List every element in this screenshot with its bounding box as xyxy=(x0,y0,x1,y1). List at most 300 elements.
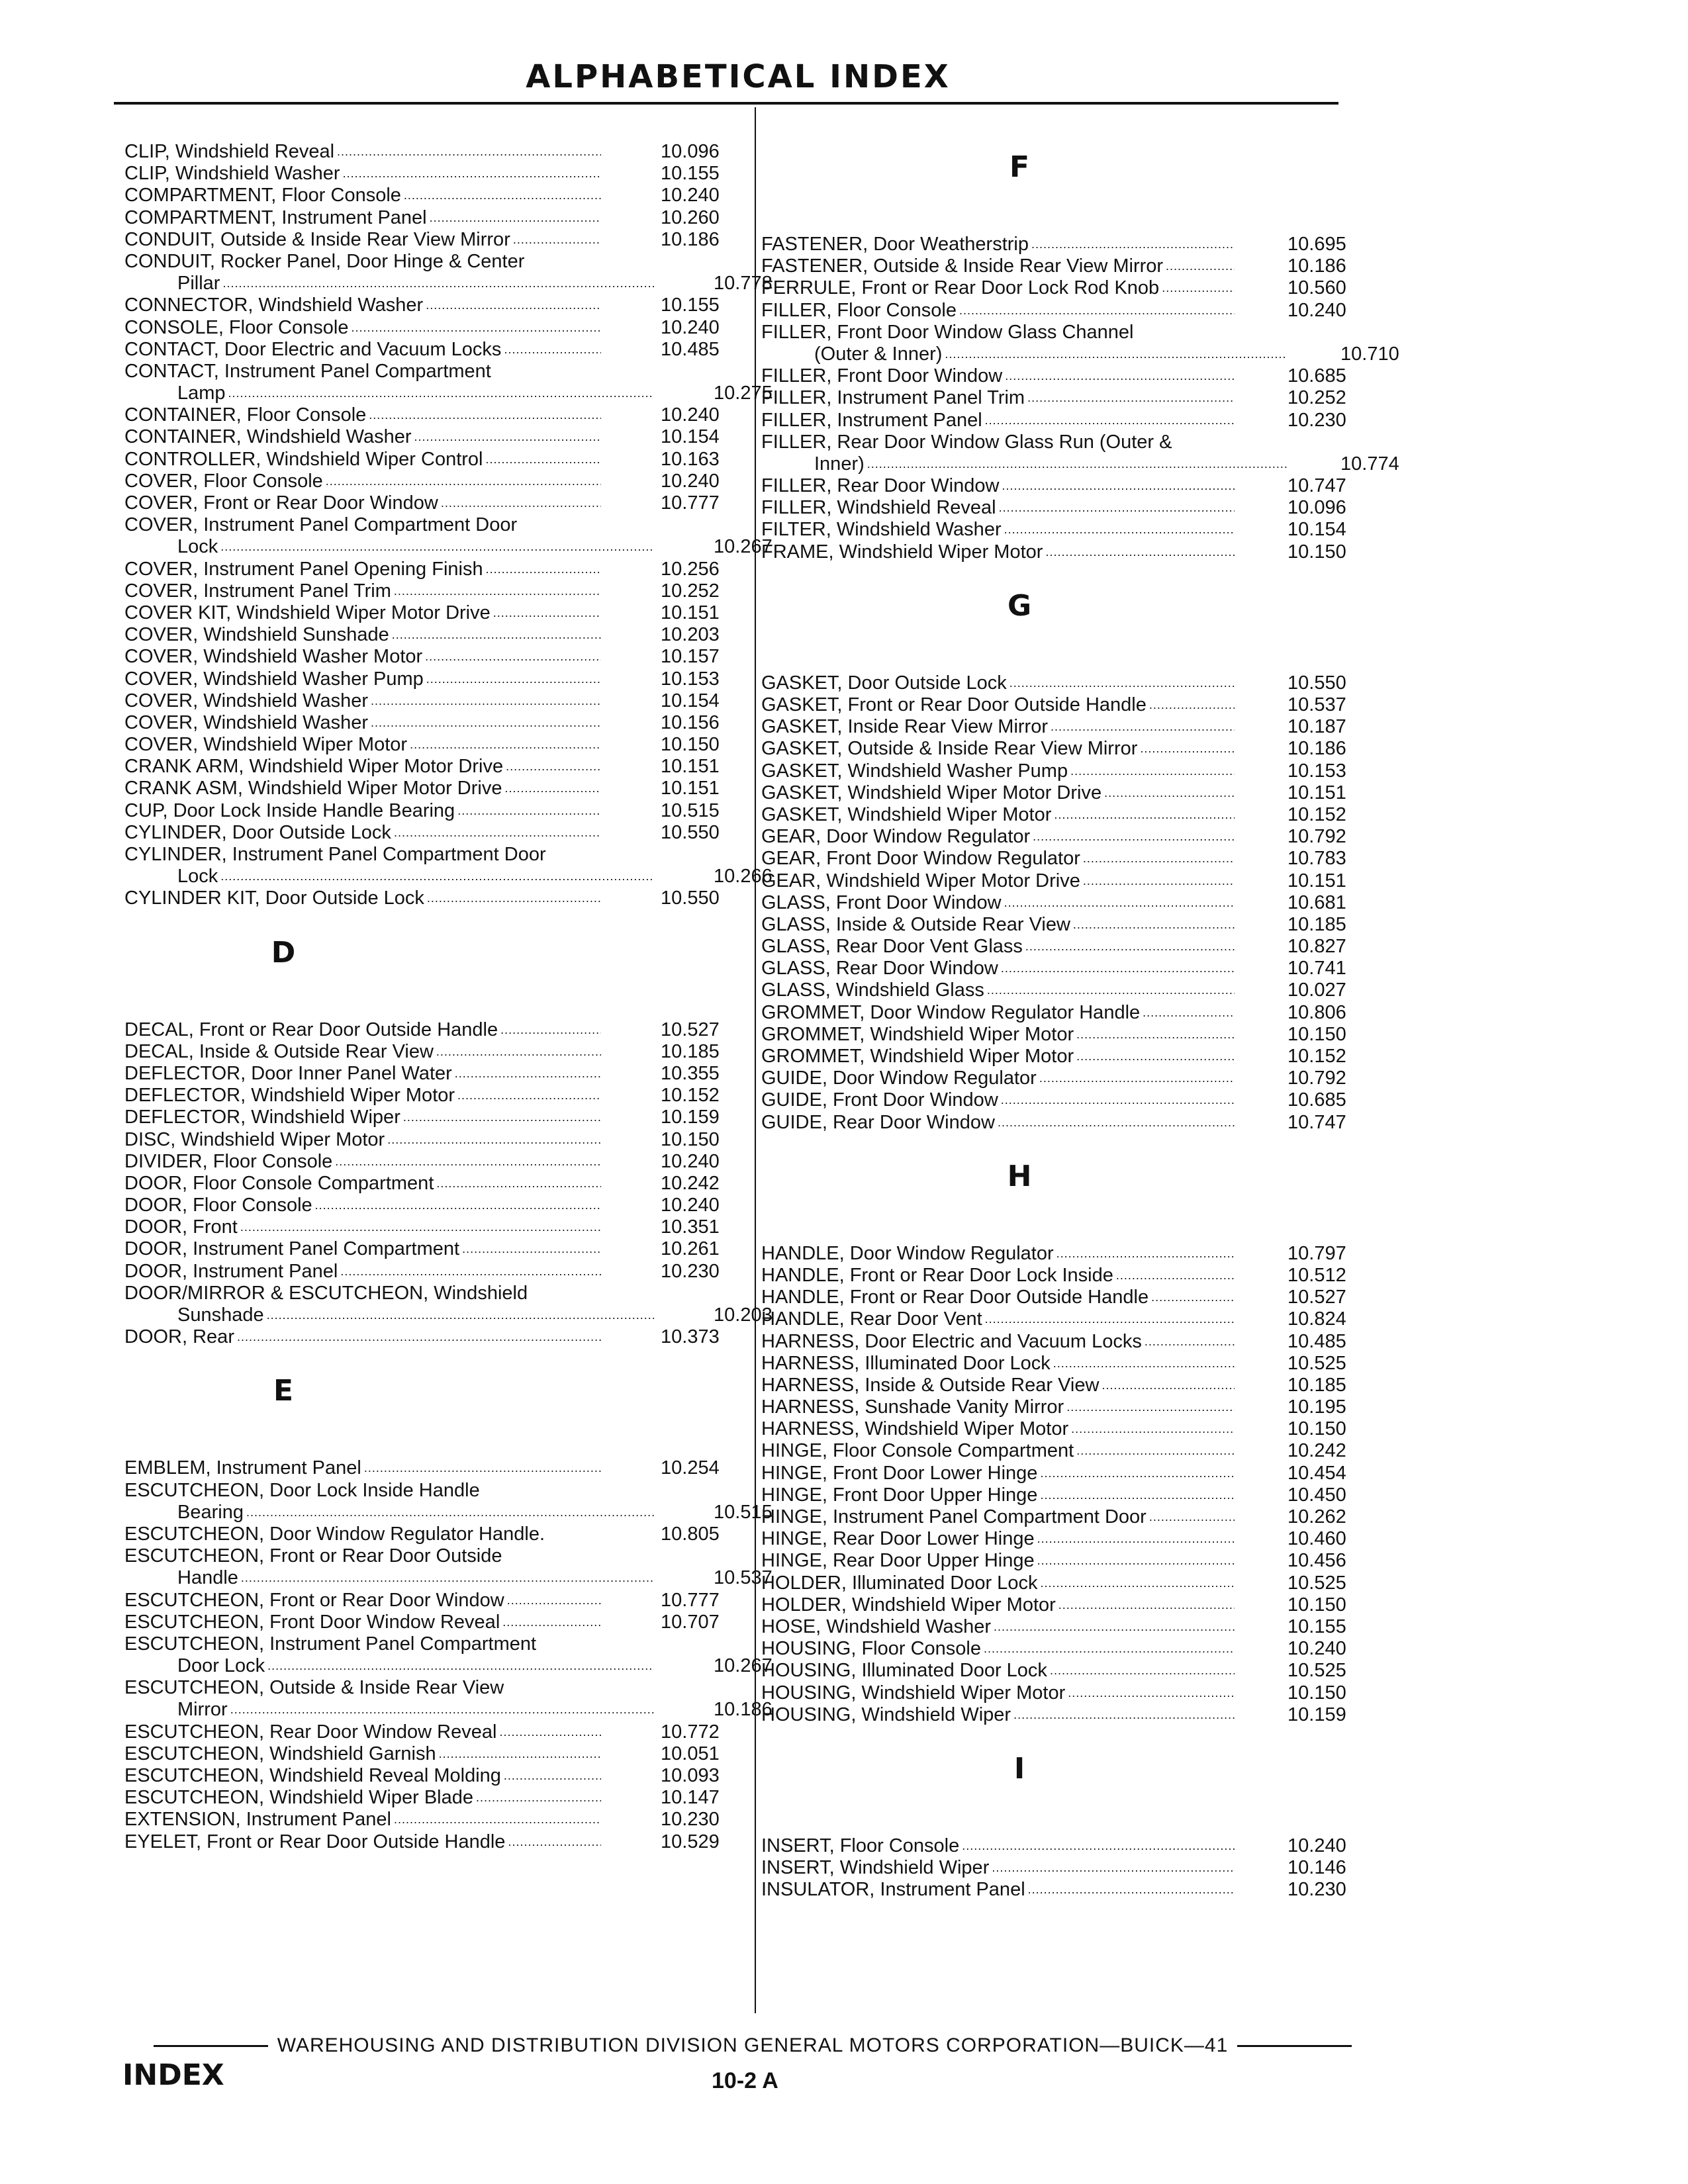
page-reference: 10.537 xyxy=(714,1567,773,1589)
dot-leader xyxy=(867,453,1288,475)
entry-label: HOUSING, Illuminated Door Lock xyxy=(761,1660,1047,1682)
entry-text xyxy=(124,1831,601,1853)
index-entry xyxy=(761,1396,1370,1418)
index-entry xyxy=(124,1765,740,1787)
entry-text xyxy=(761,1550,1235,1572)
index-entry xyxy=(124,1633,740,1655)
entry-label: EYELET, Front or Rear Door Outside Handle xyxy=(124,1831,506,1852)
index-entry xyxy=(124,273,773,295)
entry-text xyxy=(761,519,1235,541)
index-entry xyxy=(124,1677,740,1699)
entry-text xyxy=(761,892,1235,914)
page-reference: 10.242 xyxy=(1288,1440,1346,1462)
index-entry xyxy=(761,1287,1370,1308)
entry-text xyxy=(124,1261,601,1283)
entry-text xyxy=(761,672,1235,694)
entry-label: GLASS, Front Door Window xyxy=(761,891,1002,913)
index-entry xyxy=(761,1243,1370,1265)
entry-text xyxy=(761,1704,1235,1726)
page-reference: 10.152 xyxy=(661,1085,720,1107)
column-divider xyxy=(755,107,756,2013)
entry-label: DOOR, Floor Console xyxy=(124,1195,312,1216)
page-reference: 10.154 xyxy=(661,426,720,448)
index-column-left xyxy=(124,141,773,1853)
page-reference: 10.527 xyxy=(661,1019,720,1040)
page-reference: 10.096 xyxy=(1288,497,1346,519)
entry-label: ESCUTCHEON, Front or Rear Door Window xyxy=(124,1589,504,1611)
page-reference: 10.460 xyxy=(1288,1528,1346,1550)
entry-label: DEFLECTOR, Windshield Wiper Motor xyxy=(124,1085,455,1107)
entry-label: HINGE, Instrument Panel Compartment Door xyxy=(761,1506,1147,1527)
index-entry xyxy=(124,536,773,558)
entry-label: HOSE, Windshield Washer xyxy=(761,1615,992,1637)
entry-text xyxy=(761,1265,1235,1287)
dot-leader xyxy=(410,734,601,756)
page-reference: 10.267 xyxy=(714,536,773,558)
page-reference: 10.525 xyxy=(1288,1572,1346,1594)
entry-text xyxy=(124,624,601,646)
footer-section: INDEX xyxy=(122,2058,224,2092)
index-entry xyxy=(761,432,1370,453)
entry-label: HOUSING, Floor Console xyxy=(761,1638,981,1660)
entry-text xyxy=(761,1879,1235,1901)
section-letter: E xyxy=(273,1374,294,1408)
entry-text xyxy=(761,826,1235,848)
entry-label: Sunshade xyxy=(177,1304,264,1326)
entry-label: INSERT, Windshield Wiper xyxy=(761,1857,990,1879)
index-entry xyxy=(124,1085,740,1107)
index-entry xyxy=(761,979,1370,1001)
entry-text xyxy=(124,1787,601,1809)
dot-leader xyxy=(220,536,654,558)
dot-leader xyxy=(404,185,601,206)
index-entry xyxy=(124,295,740,316)
dot-leader xyxy=(369,404,601,426)
page-reference: 10.373 xyxy=(661,1326,720,1348)
index-entry xyxy=(761,1506,1370,1528)
dot-leader xyxy=(1149,694,1235,716)
entry-label: FILLER, Windshield Reveal xyxy=(761,497,996,519)
entry-label: GROMMET, Windshield Wiper Motor xyxy=(761,1046,1074,1067)
dot-leader xyxy=(502,1612,601,1633)
dot-leader xyxy=(1071,1418,1235,1440)
page-reference: 10.240 xyxy=(661,1195,720,1216)
entry-text xyxy=(761,1331,1235,1353)
index-column-right xyxy=(761,124,1399,1901)
entry-text xyxy=(761,1594,1235,1616)
page-reference: 10.529 xyxy=(661,1831,720,1852)
entry-label: CONTACT, Door Electric and Vacuum Locks xyxy=(124,338,502,360)
footer-division: WAREHOUSING AND DISTRIBUTION DIVISION GENERAL MOTORS CORPORATION—BUICK—41 xyxy=(277,2034,1229,2056)
entry-text xyxy=(124,1567,654,1589)
section-letter: H xyxy=(1007,1159,1032,1193)
index-entry xyxy=(761,1068,1370,1089)
dot-leader xyxy=(246,1502,654,1524)
dot-leader xyxy=(1004,892,1235,914)
dot-leader xyxy=(335,1151,601,1173)
dot-leader xyxy=(1040,1463,1235,1484)
entry-label: HARNESS, Inside & Outside Rear View xyxy=(761,1374,1100,1396)
entry-text xyxy=(761,1506,1235,1528)
dot-leader xyxy=(1040,1484,1235,1506)
entry-label: Lock xyxy=(177,866,218,887)
entry-text xyxy=(761,1484,1235,1506)
entry-label: GLASS, Windshield Glass xyxy=(761,979,984,1001)
page-reference: 10.351 xyxy=(661,1216,720,1238)
dot-leader xyxy=(1005,365,1235,387)
dot-leader xyxy=(1037,1550,1235,1572)
dot-leader xyxy=(1056,1243,1235,1265)
index-entry xyxy=(761,300,1370,322)
dot-leader xyxy=(1040,1572,1235,1594)
dot-leader xyxy=(987,979,1235,1001)
page-reference: 10.774 xyxy=(1340,453,1399,475)
page-reference: 10.151 xyxy=(661,602,720,623)
index-entry xyxy=(761,1550,1370,1572)
page-reference: 10.230 xyxy=(1288,409,1346,431)
index-entry xyxy=(761,497,1370,519)
page-reference: 10.681 xyxy=(1288,891,1346,913)
entry-text xyxy=(124,646,601,668)
dot-leader xyxy=(228,383,654,404)
dot-leader xyxy=(267,1655,654,1677)
dot-leader xyxy=(457,1085,601,1107)
index-entry xyxy=(761,782,1370,804)
entry-label: HOLDER, Windshield Wiper Motor xyxy=(761,1594,1056,1615)
page-reference: 10.550 xyxy=(1288,672,1346,694)
page-reference: 10.266 xyxy=(714,866,773,887)
page-reference: 10.827 xyxy=(1288,936,1346,958)
index-entry xyxy=(124,449,740,471)
entry-text xyxy=(761,1046,1235,1068)
dot-leader xyxy=(1037,1528,1235,1550)
dot-leader xyxy=(439,1743,601,1765)
dot-leader xyxy=(1102,1375,1235,1396)
entry-label: ESCUTCHEON, Windshield Wiper Blade xyxy=(124,1787,473,1809)
index-entry xyxy=(761,1418,1370,1440)
dot-leader xyxy=(1076,1046,1235,1068)
entry-label: ESCUTCHEON, Instrument Panel Compartment xyxy=(124,1633,537,1655)
page-reference: 10.155 xyxy=(1288,1615,1346,1637)
index-entry xyxy=(761,1879,1370,1901)
page-reference: 10.203 xyxy=(714,1304,773,1326)
index-entry xyxy=(761,694,1370,716)
dot-leader xyxy=(1039,1068,1235,1089)
entry-text xyxy=(761,760,1235,782)
entry-text xyxy=(761,1463,1235,1484)
entry-text xyxy=(124,1195,601,1216)
index-entry xyxy=(761,387,1370,409)
entry-text xyxy=(124,1173,601,1195)
page-reference: 10.260 xyxy=(661,206,720,228)
page-reference: 10.195 xyxy=(1288,1396,1346,1418)
entry-text xyxy=(124,339,601,361)
entry-text xyxy=(761,782,1235,804)
entry-label: GASKET, Outside & Inside Rear View Mirror xyxy=(761,738,1138,760)
index-entry xyxy=(124,822,740,844)
page-reference: 10.806 xyxy=(1288,1001,1346,1023)
entry-text xyxy=(124,1809,601,1831)
entry-text xyxy=(761,1418,1235,1440)
entry-label: CONTACT, Instrument Panel Compartment xyxy=(124,360,491,382)
entry-text xyxy=(124,1457,601,1479)
dot-leader xyxy=(240,1216,601,1238)
entry-label: ESCUTCHEON, Front or Rear Door Outside xyxy=(124,1545,502,1567)
index-entry xyxy=(761,1089,1370,1111)
index-entry xyxy=(124,1480,740,1502)
entry-label: DECAL, Inside & Outside Rear View xyxy=(124,1040,434,1062)
dot-leader xyxy=(371,690,601,712)
entry-text xyxy=(124,1151,601,1173)
dot-leader xyxy=(241,1567,654,1589)
entry-text xyxy=(124,668,601,690)
dot-leader xyxy=(371,712,601,734)
dot-leader xyxy=(1025,936,1235,958)
index-entry xyxy=(124,712,740,734)
entry-label: FILTER, Windshield Washer xyxy=(761,519,1002,541)
page-reference: 10.156 xyxy=(661,711,720,733)
dot-leader xyxy=(1004,519,1235,541)
entry-text xyxy=(124,844,601,866)
entry-text xyxy=(124,492,601,514)
entry-label: FILLER, Front Door Window xyxy=(761,365,1003,387)
entry-text xyxy=(124,295,601,316)
entry-label: CONTROLLER, Windshield Wiper Control xyxy=(124,448,483,470)
page-reference: 10.456 xyxy=(1288,1550,1346,1572)
index-entry xyxy=(124,559,740,580)
entry-text xyxy=(124,756,601,778)
entry-label: DOOR, Rear xyxy=(124,1326,234,1348)
page-reference: 10.454 xyxy=(1288,1462,1346,1484)
dot-leader xyxy=(1051,716,1235,738)
dot-leader xyxy=(504,778,601,799)
entry-label: INSERT, Floor Console xyxy=(761,1835,960,1856)
entry-label: DOOR, Instrument Panel Compartment xyxy=(124,1238,460,1260)
index-entry xyxy=(761,1660,1370,1682)
entry-label: DOOR, Instrument Panel xyxy=(124,1260,338,1282)
entry-text xyxy=(124,1590,601,1612)
entry-text xyxy=(124,1085,601,1107)
dot-leader xyxy=(340,1261,601,1283)
index-entry xyxy=(124,1173,740,1195)
entry-label: COMPARTMENT, Floor Console xyxy=(124,185,401,206)
section-letter: F xyxy=(1009,150,1030,184)
entry-label: ESCUTCHEON, Door Window Regulator Handle. xyxy=(124,1523,545,1545)
entry-label: GLASS, Rear Door Vent Glass xyxy=(761,936,1023,958)
dot-leader xyxy=(959,300,1235,322)
index-entry xyxy=(124,1261,740,1283)
entry-text xyxy=(124,1326,601,1348)
title-rule xyxy=(114,102,1338,105)
entry-label: HOLDER, Illuminated Door Lock xyxy=(761,1572,1038,1594)
page-reference: 10.805 xyxy=(661,1523,720,1545)
dot-leader xyxy=(1083,848,1235,870)
index-entry xyxy=(761,870,1370,892)
entry-text xyxy=(761,804,1235,826)
page-reference: 10.797 xyxy=(1288,1242,1346,1264)
index-entry xyxy=(761,760,1370,782)
index-entry xyxy=(124,383,773,404)
entry-label: ESCUTCHEON, Front Door Window Reveal xyxy=(124,1611,500,1633)
entry-label: HANDLE, Door Window Regulator xyxy=(761,1242,1054,1264)
entry-text xyxy=(761,870,1235,892)
page-reference: 10.153 xyxy=(1288,760,1346,782)
entry-label: HOUSING, Windshield Wiper Motor xyxy=(761,1682,1066,1704)
dot-leader xyxy=(1068,1682,1235,1704)
page-reference: 10.240 xyxy=(661,185,720,206)
page-reference: 10.261 xyxy=(661,1238,720,1260)
page-reference: 10.186 xyxy=(661,228,720,250)
dot-leader xyxy=(351,317,601,339)
index-entry xyxy=(124,361,740,383)
entry-text xyxy=(124,559,601,580)
dot-leader xyxy=(476,1787,601,1809)
entry-label: DOOR, Front xyxy=(124,1216,238,1238)
entry-text xyxy=(124,887,601,909)
dot-leader xyxy=(267,1304,654,1326)
page-reference: 10.537 xyxy=(1288,694,1346,715)
dot-leader xyxy=(1027,387,1235,409)
page-reference: 10.152 xyxy=(1288,1046,1346,1067)
entry-label: COVER, Windshield Washer xyxy=(124,690,368,711)
page-reference: 10.146 xyxy=(1288,1857,1346,1879)
dot-leader xyxy=(1166,255,1235,277)
entry-text xyxy=(761,1835,1235,1857)
dot-leader xyxy=(425,646,601,668)
entry-text xyxy=(761,541,1235,563)
entry-text xyxy=(124,778,601,799)
dot-leader xyxy=(499,1721,601,1743)
entry-text xyxy=(761,979,1235,1001)
entry-text xyxy=(124,1063,601,1085)
entry-text xyxy=(761,1528,1235,1550)
page-reference: 10.252 xyxy=(1288,387,1346,409)
dot-leader xyxy=(945,343,1288,365)
index-entry xyxy=(761,804,1370,826)
dot-leader xyxy=(387,1129,601,1151)
index-entry xyxy=(761,1463,1370,1484)
entry-text xyxy=(124,580,601,602)
entry-label: FILLER, Instrument Panel Trim xyxy=(761,387,1025,409)
dot-leader xyxy=(962,1835,1235,1857)
index-entry xyxy=(124,514,740,536)
entry-label: FILLER, Front Door Window Glass Channel xyxy=(761,321,1134,343)
entry-text xyxy=(761,497,1235,519)
index-entry xyxy=(124,1567,773,1589)
entry-text xyxy=(124,141,601,163)
entry-label: COVER, Windshield Washer Motor xyxy=(124,646,423,668)
dot-leader xyxy=(1054,804,1235,826)
entry-text xyxy=(124,690,601,712)
dot-leader xyxy=(486,559,601,580)
page-reference: 10.185 xyxy=(1288,1374,1346,1396)
index-entry xyxy=(124,1590,740,1612)
dot-leader xyxy=(507,1590,601,1612)
page-reference: 10.155 xyxy=(661,163,720,185)
index-entry xyxy=(761,1375,1370,1396)
dot-leader xyxy=(222,273,654,295)
dot-leader xyxy=(441,492,601,514)
section-letter: G xyxy=(1007,588,1032,623)
page-reference: 10.203 xyxy=(661,624,720,646)
index-entry xyxy=(761,453,1399,475)
entry-text xyxy=(124,1677,601,1699)
index-entry xyxy=(124,690,740,712)
entry-label: HANDLE, Rear Door Vent xyxy=(761,1308,982,1330)
entry-text xyxy=(124,1304,654,1326)
dot-leader xyxy=(506,756,601,778)
dot-leader xyxy=(1116,1265,1235,1287)
dot-leader xyxy=(1070,760,1235,782)
page-reference: 10.512 xyxy=(1288,1264,1346,1286)
page-reference: 10.150 xyxy=(1288,1023,1346,1045)
dot-leader xyxy=(985,410,1235,432)
page-reference: 10.152 xyxy=(1288,803,1346,825)
dot-leader xyxy=(1076,1440,1235,1462)
entry-label: FILLER, Rear Door Window xyxy=(761,475,1000,497)
dot-leader xyxy=(414,426,602,448)
entry-text xyxy=(124,822,601,844)
index-entry xyxy=(124,426,740,448)
entry-text xyxy=(761,300,1235,322)
dot-leader xyxy=(994,1616,1235,1638)
index-entry xyxy=(124,1743,740,1765)
entry-label: CYLINDER, Instrument Panel Compartment Door xyxy=(124,844,546,865)
page-reference: 10.527 xyxy=(1288,1287,1346,1308)
entry-text xyxy=(761,1024,1235,1046)
page-reference: 10.186 xyxy=(714,1699,773,1721)
index-entry xyxy=(124,1019,740,1041)
page-reference: 10.256 xyxy=(661,558,720,580)
entry-label: COVER, Windshield Washer Pump xyxy=(124,668,424,690)
entry-label: EXTENSION, Instrument Panel xyxy=(124,1809,391,1831)
dot-leader xyxy=(1001,1089,1235,1111)
entry-text xyxy=(124,734,601,756)
page-reference: 10.187 xyxy=(1288,716,1346,738)
entry-text xyxy=(761,277,1235,299)
index-entry xyxy=(124,668,740,690)
entry-text xyxy=(124,449,601,471)
entry-text xyxy=(124,1545,601,1567)
dot-leader xyxy=(1009,672,1235,694)
page-reference: 10.051 xyxy=(661,1743,720,1764)
page-reference: 10.159 xyxy=(661,1107,720,1128)
page-reference: 10.254 xyxy=(661,1457,720,1479)
index-entry xyxy=(761,1046,1370,1068)
page-reference: 10.450 xyxy=(1288,1484,1346,1506)
index-entry xyxy=(124,185,740,206)
entry-label: DECAL, Front or Rear Door Outside Handle xyxy=(124,1019,498,1040)
entry-text xyxy=(761,453,1288,475)
index-entry xyxy=(761,1528,1370,1550)
entry-label: HANDLE, Front or Rear Door Outside Handle xyxy=(761,1287,1149,1308)
index-entry xyxy=(124,141,740,163)
index-entry xyxy=(124,580,740,602)
dot-leader xyxy=(504,339,601,361)
index-entry xyxy=(124,1655,773,1677)
entry-label: COVER, Floor Console xyxy=(124,470,323,492)
section-letter: I xyxy=(1013,1751,1025,1786)
index-entry xyxy=(124,1238,740,1260)
page-reference: 10.515 xyxy=(661,799,720,821)
entry-text xyxy=(761,716,1235,738)
entry-text xyxy=(124,800,601,822)
index-entry xyxy=(761,1308,1370,1330)
entry-label: GEAR, Door Window Regulator xyxy=(761,826,1031,848)
dot-leader xyxy=(1083,870,1235,892)
index-entry xyxy=(761,343,1399,365)
entry-label: CLIP, Windshield Reveal xyxy=(124,141,335,162)
